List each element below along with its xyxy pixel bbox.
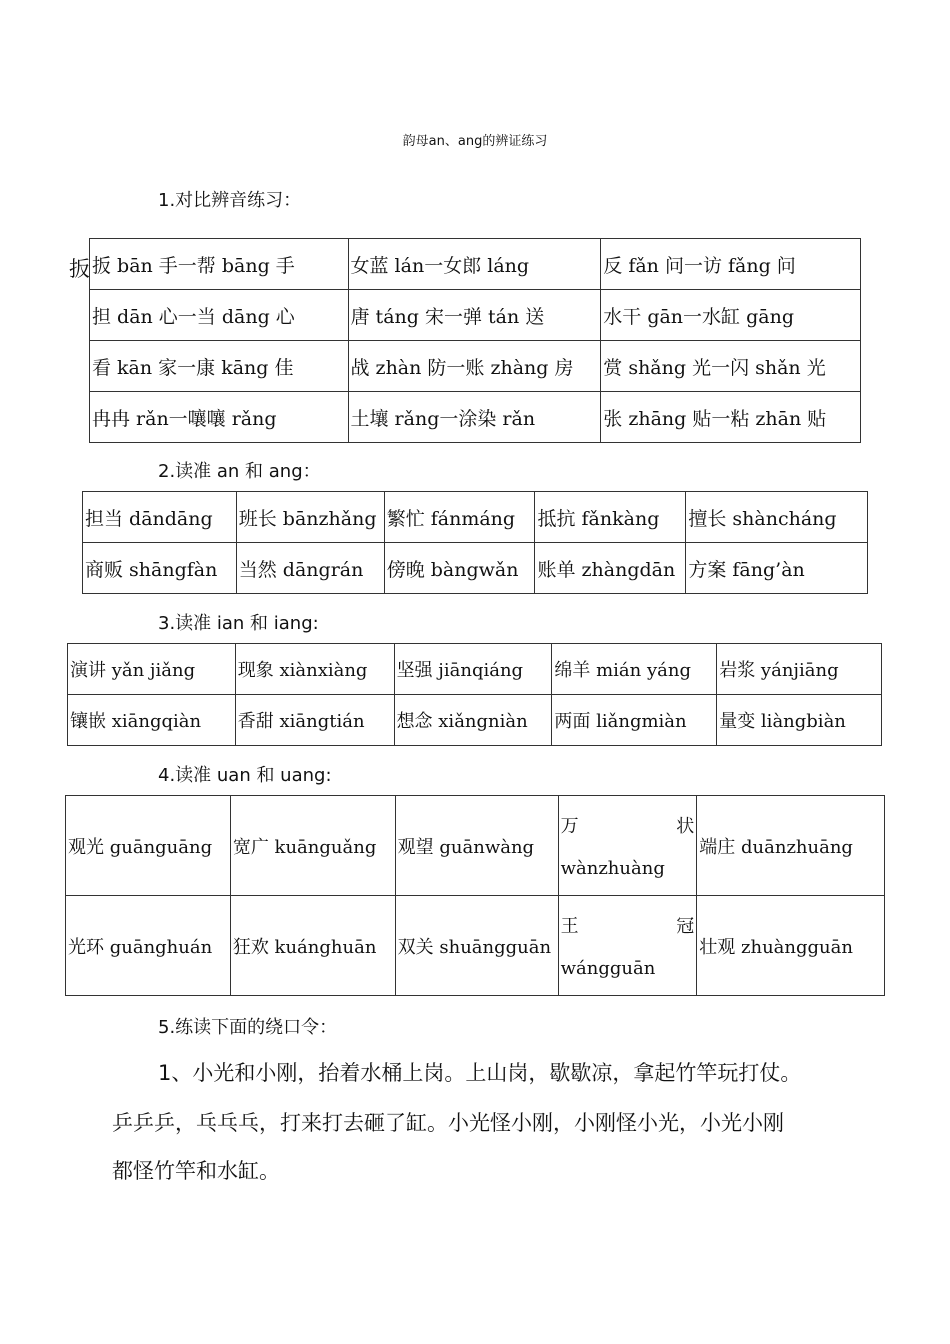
- table-an-ang: [82, 491, 868, 594]
- section-1-heading: 1.对比辨音练习：: [158, 190, 302, 211]
- section-5-heading: 5.练读下面的绕口令：: [158, 1017, 338, 1038]
- table-cell: 双关 shuāngguān: [395, 896, 558, 996]
- table-cell: 土壤 rǎng一涂染 rǎn: [348, 392, 601, 443]
- tongue-twister-line: 都怪竹竿和水缸。: [112, 1159, 280, 1183]
- table-cell: 担当 dāndāng: [83, 492, 237, 543]
- table-cell: 端庄 duānzhuāng: [697, 796, 885, 896]
- section-3-heading: 3.读准 ian 和 iang:: [158, 613, 319, 634]
- table-cell: 镶嵌 xiāngqiàn: [68, 695, 236, 746]
- document-title: 韵母an、ang的辨证练习: [402, 134, 548, 149]
- table-cell: 傍晚 bàngwǎn: [384, 543, 535, 594]
- table-cell: 水干 gān一水缸 gāng: [601, 290, 861, 341]
- table-contrast: [89, 238, 861, 443]
- table-cell: 演讲 yǎn jiǎng: [68, 644, 236, 695]
- table-cell: 擅长 shànchánɡ: [686, 492, 868, 543]
- table-cell: 看 kān 家一康 kāng 佳: [90, 341, 349, 392]
- table-cell: 光环 guānghuán: [66, 896, 231, 996]
- table-cell: 战 zhàn 防一账 zhàng 房: [348, 341, 601, 392]
- table-cell: 现象 xiànxiàng: [235, 644, 394, 695]
- split-char: 万: [560, 816, 579, 837]
- table-cell: 当然 dāngrán: [236, 543, 384, 594]
- table-cell: 宽广 kuānguǎng: [230, 796, 395, 896]
- tongue-twister-line: 乒乒乒，乓乓乓，打来打去砸了缸。小光怪小刚，小刚怪小光，小光小刚: [112, 1111, 784, 1135]
- table-ian-iang: [67, 643, 882, 746]
- split-pinyin: wànzhuàng: [560, 858, 665, 879]
- table-cell: 女蓝 lán一女郎 láng: [348, 239, 601, 290]
- table-cell-split: [558, 796, 697, 896]
- table-cell: 赏 shǎng 光一闪 shǎn 光: [601, 341, 861, 392]
- table-cell: 想念 xiǎngniàn: [394, 695, 552, 746]
- stray-character: 扳: [69, 257, 90, 281]
- table-cell: 张 zhāng 贴一粘 zhān 贴: [601, 392, 861, 443]
- table-cell: 反 fǎn 问一访 fǎng 问: [601, 239, 861, 290]
- table-cell-split: [558, 896, 697, 996]
- table-cell: 狂欢 kuánghuān: [230, 896, 395, 996]
- table-cell: 方案 fāng’àn: [686, 543, 868, 594]
- table-cell: 壮观 zhuàngguān: [697, 896, 885, 996]
- tongue-twister-line: 1、小光和小刚，抬着水桶上岗。上山岗，歇歇凉，拿起竹竿玩打仗。: [158, 1061, 802, 1085]
- split-char: 王: [560, 916, 579, 937]
- table-cell: 抵抗 fǎnkàng: [535, 492, 686, 543]
- table-cell: 繁忙 fánmáng: [384, 492, 535, 543]
- table-cell: 账单 zhàngdān: [535, 543, 686, 594]
- table-cell: 量变 liàngbiàn: [717, 695, 882, 746]
- split-char: 冠: [676, 916, 695, 937]
- table-cell: 绵羊 mián yáng: [552, 644, 717, 695]
- table-cell: 观望 guānwàng: [395, 796, 558, 896]
- table-cell: 班长 bānzhǎng: [236, 492, 384, 543]
- table-cell: 岩浆 yánjiāng: [717, 644, 882, 695]
- table-cell: 香甜 xiāngtián: [235, 695, 394, 746]
- split-pinyin: wángguān: [560, 958, 656, 979]
- table-uan-uang: [65, 795, 885, 996]
- table-cell: 观光 guānguāng: [66, 796, 231, 896]
- table-cell: 商贩 shāngfàn: [83, 543, 237, 594]
- section-2-heading: 2.读准 an 和 ang：: [158, 461, 321, 482]
- table-cell: 坚强 jiānqiáng: [394, 644, 552, 695]
- table-cell: 两面 liǎngmiàn: [552, 695, 717, 746]
- table-cell: 唐 táng 宋一弹 tán 送: [348, 290, 601, 341]
- table-cell: 冉冉 rǎn一嚷嚷 rǎng: [90, 392, 349, 443]
- section-4-heading: 4.读准 uan 和 uang:: [158, 765, 332, 786]
- table-cell: 担 dān 心一当 dāng 心: [90, 290, 349, 341]
- table-cell: 扳 bān 手一帮 bāng 手: [90, 239, 349, 290]
- split-char: 状: [676, 816, 695, 837]
